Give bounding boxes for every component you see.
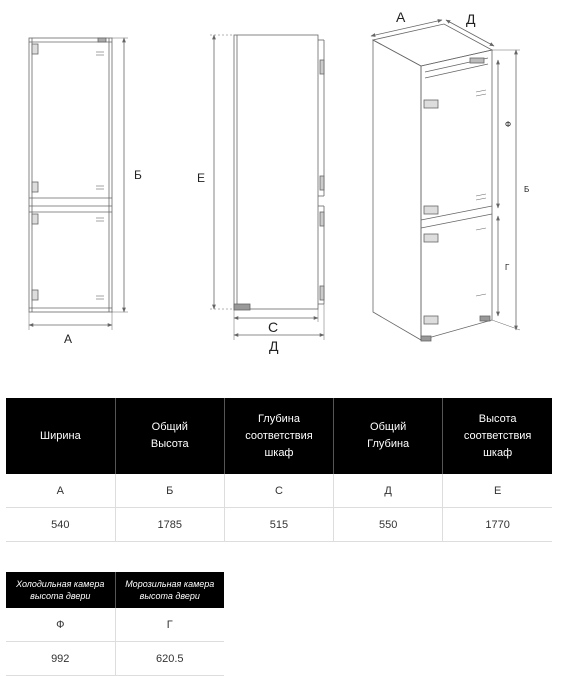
isometric-view — [371, 20, 520, 341]
side-body-outline — [234, 35, 318, 309]
iso-fridge-door-label: Ф — [505, 120, 512, 129]
iso-freezer-door-label: Г — [505, 263, 510, 272]
code-cell: Б — [115, 474, 224, 508]
header-total-height: Общий Высота — [115, 398, 224, 474]
value-cell: 540 — [6, 508, 115, 542]
code-cell: Ф — [6, 608, 115, 642]
table-row — [6, 474, 552, 508]
header-cabinet-height: Высота соответствия шкаф — [443, 398, 552, 474]
value-cell: 515 — [224, 508, 333, 542]
header-total-depth: Общий Глубина — [334, 398, 443, 474]
table-header-row — [6, 398, 552, 474]
hinge-icon — [424, 234, 438, 242]
value-cell: 550 — [334, 508, 443, 542]
hinge-icon — [424, 100, 438, 108]
header-fridge-door: Холодильная камера высота двери — [6, 572, 115, 608]
code-cell: Д — [334, 474, 443, 508]
iso-depth-label: Д — [466, 11, 476, 27]
hinge-icon — [32, 182, 38, 192]
value-cell: 1785 — [115, 508, 224, 542]
hinge-icon — [424, 316, 438, 324]
front-height-label: Б — [134, 168, 142, 182]
table-row — [6, 608, 224, 642]
iso-width-dimension-line — [371, 20, 442, 36]
table-header-row — [6, 572, 224, 608]
table-row — [6, 508, 552, 542]
header-cabinet-depth: Глубина соответствия шкаф — [224, 398, 333, 474]
table-row — [6, 642, 224, 676]
code-cell: А — [6, 474, 115, 508]
side-height-label: Е — [197, 171, 206, 185]
code-cell: С — [224, 474, 333, 508]
code-cell: Г — [115, 608, 224, 642]
hinge-icon — [32, 290, 38, 300]
side-depth-fit-label: С — [268, 319, 279, 335]
side-view — [210, 35, 324, 340]
hinge-icon — [424, 206, 438, 214]
iso-side-face — [373, 40, 421, 340]
front-body-outline — [29, 38, 112, 312]
side-depth-total-label: Д — [269, 338, 279, 354]
iso-width-label: А — [396, 9, 406, 25]
value-cell: 620.5 — [115, 642, 224, 676]
code-cell: Е — [443, 474, 552, 508]
front-width-label: А — [64, 332, 73, 346]
dimensions-table — [6, 398, 552, 542]
header-width: Ширина — [6, 398, 115, 474]
value-cell: 992 — [6, 642, 115, 676]
iso-height-label: Б — [524, 185, 530, 194]
door-height-table — [6, 572, 224, 676]
hinge-icon — [32, 44, 38, 54]
value-cell: 1770 — [443, 508, 552, 542]
front-view — [29, 38, 128, 330]
header-freezer-door: Морозильная камера высота двери — [115, 572, 224, 608]
hinge-icon — [32, 214, 38, 224]
